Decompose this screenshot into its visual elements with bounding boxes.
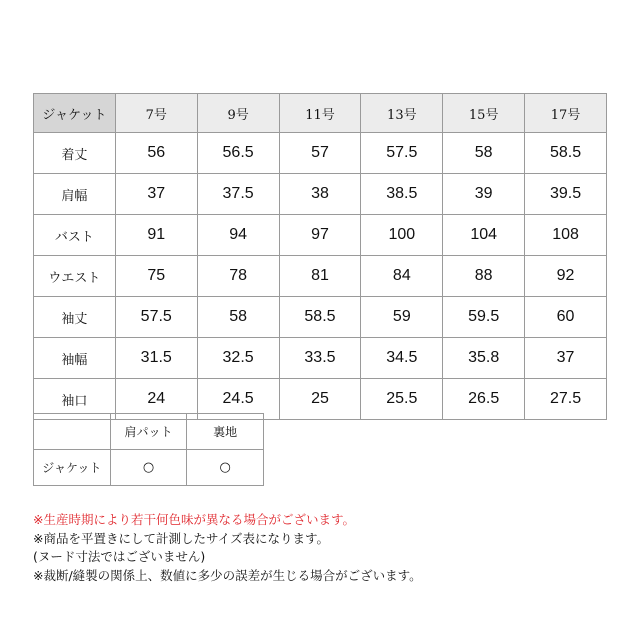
table-row (34, 338, 607, 379)
option-row (34, 450, 264, 486)
note-color-variation: ※生産時期により若干何色味が異なる場合がございます。 (33, 512, 355, 527)
cell-value: 38 (279, 174, 361, 215)
option-header-row (34, 414, 264, 450)
cell-value: 75 (115, 256, 197, 297)
notes (33, 511, 623, 585)
cell-value: 108 (525, 215, 607, 256)
option-row-label: ジャケット (34, 450, 111, 486)
cell-value: 57 (279, 133, 361, 174)
cell-value: 58.5 (279, 297, 361, 338)
note-not-nude-size: (ヌード寸法ではございません) (33, 549, 206, 564)
cell-value: 100 (361, 215, 443, 256)
cell-value: 25 (279, 379, 361, 420)
size-header: 11号 (279, 94, 361, 133)
cell-value: 92 (525, 256, 607, 297)
cell-value: 34.5 (361, 338, 443, 379)
size-header: 9号 (197, 94, 279, 133)
cell-value: 25.5 (361, 379, 443, 420)
cell-value: 58 (197, 297, 279, 338)
option-header: 裏地 (187, 414, 264, 450)
row-label: 袖幅 (34, 338, 116, 379)
cell-value: 57.5 (361, 133, 443, 174)
cell-value: 57.5 (115, 297, 197, 338)
cell-value: 37 (525, 338, 607, 379)
cell-value: 24.5 (197, 379, 279, 420)
cell-value: 37 (115, 174, 197, 215)
table-row (34, 133, 607, 174)
size-header: 17号 (525, 94, 607, 133)
cell-value: 58 (443, 133, 525, 174)
size-table (33, 93, 607, 420)
cell-value: 56.5 (197, 133, 279, 174)
cell-value: 27.5 (525, 379, 607, 420)
cell-value: 35.8 (443, 338, 525, 379)
option-corner-empty (34, 414, 111, 450)
cell-value: 37.5 (197, 174, 279, 215)
table-row (34, 256, 607, 297)
note-flat-measurement: ※商品を平置きにして計測したサイズ表になります。 (33, 530, 329, 546)
size-header: 15号 (443, 94, 525, 133)
shoulder-pad-mark: ○ (110, 450, 187, 486)
row-label: 着丈 (34, 133, 116, 174)
size-header-row (34, 94, 607, 133)
note-measurement-error: ※裁断/縫製の関係上、数値に多少の誤差が生じる場合がございます。 (33, 567, 422, 583)
cell-value: 38.5 (361, 174, 443, 215)
cell-value: 31.5 (115, 338, 197, 379)
option-table (33, 413, 264, 486)
cell-value: 88 (443, 256, 525, 297)
cell-value: 60 (525, 297, 607, 338)
size-header: 7号 (115, 94, 197, 133)
cell-value: 78 (197, 256, 279, 297)
size-header: 13号 (361, 94, 443, 133)
cell-value: 33.5 (279, 338, 361, 379)
table-row (34, 174, 607, 215)
corner-label: ジャケット (34, 94, 116, 133)
cell-value: 26.5 (443, 379, 525, 420)
cell-value: 81 (279, 256, 361, 297)
row-label: 袖口 (34, 379, 116, 420)
row-label: 肩幅 (34, 174, 116, 215)
cell-value: 56 (115, 133, 197, 174)
cell-value: 58.5 (525, 133, 607, 174)
cell-value: 97 (279, 215, 361, 256)
row-label: バスト (34, 215, 116, 256)
cell-value: 59 (361, 297, 443, 338)
cell-value: 84 (361, 256, 443, 297)
row-label: 袖丈 (34, 297, 116, 338)
cell-value: 104 (443, 215, 525, 256)
option-header: 肩パット (110, 414, 187, 450)
table-row (34, 215, 607, 256)
cell-value: 24 (115, 379, 197, 420)
cell-value: 91 (115, 215, 197, 256)
cell-value: 39 (443, 174, 525, 215)
table-row (34, 297, 607, 338)
cell-value: 94 (197, 215, 279, 256)
cell-value: 39.5 (525, 174, 607, 215)
cell-value: 32.5 (197, 338, 279, 379)
lining-mark: ○ (187, 450, 264, 486)
cell-value: 59.5 (443, 297, 525, 338)
row-label: ウエスト (34, 256, 116, 297)
